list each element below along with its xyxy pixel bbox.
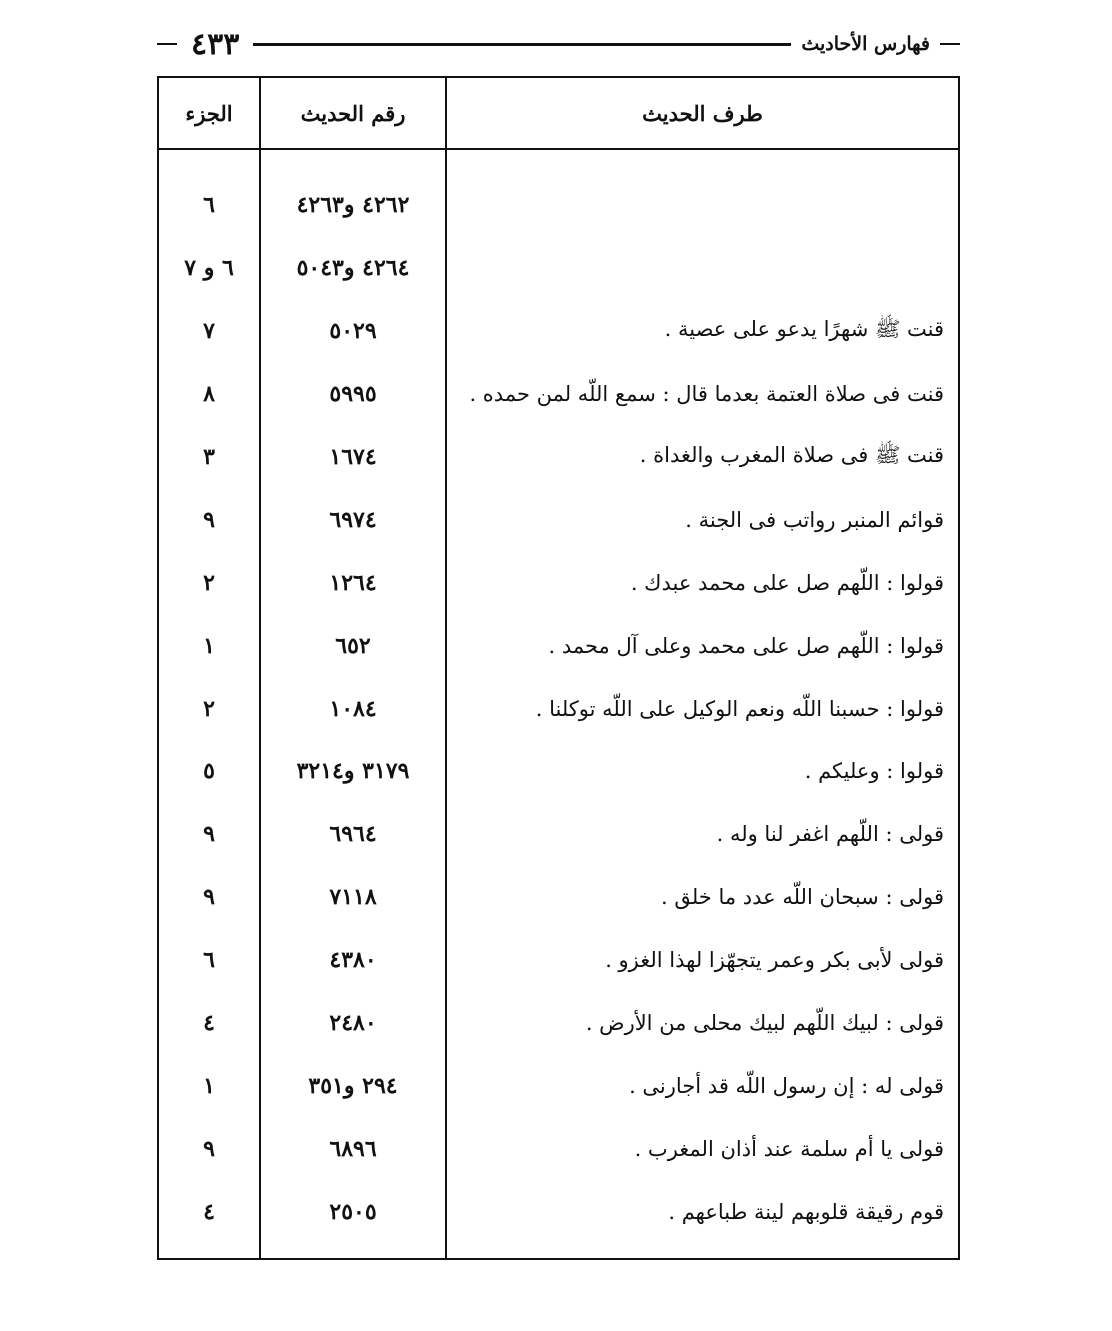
volume-number: ٨ — [203, 381, 215, 408]
table-row — [159, 551, 958, 614]
column-header-volume: الجزء — [185, 100, 233, 126]
hadith-number: ٤٣٨٠ — [329, 947, 377, 974]
volume-number: ٤ — [203, 1198, 215, 1225]
volume-number: ٢ — [203, 569, 215, 596]
volume-number: ٢ — [203, 695, 215, 722]
table-row — [159, 677, 958, 740]
hadith-number: ٧١١٨ — [329, 884, 377, 911]
hadith-text: قولى : اللّهم اغفر لنا وله . — [716, 822, 944, 847]
hadith-number: ٥٩٩٥ — [329, 381, 377, 408]
table-row — [159, 740, 958, 803]
volume-number: ٣ — [203, 444, 215, 470]
table-row — [159, 992, 958, 1055]
hadith-text: قوم رقيقة قلوبهم لينة طباعهم . — [668, 1199, 944, 1224]
hadith-number: ٣١٧٩ و٣٢١٤ — [296, 758, 410, 785]
hadith-text: قولى : سبحان اللّه عدد ما خلق . — [660, 885, 944, 910]
hadith-text: قولوا : اللّهم صل على محمد وعلى آل محمد . — [548, 633, 944, 658]
table-row — [159, 929, 958, 992]
table-row — [159, 1180, 958, 1243]
running-header — [157, 24, 960, 64]
hadith-text: قولى لأبى بكر وعمر يتجهّزا لهذا الغزو . — [605, 948, 944, 973]
volume-number: ٦ و ٧ — [184, 255, 234, 282]
hadith-number: ٦٨٩٦ — [329, 1135, 377, 1162]
hadith-text: قولوا : حسبنا اللّه ونعم الوكيل على اللّه توكلنا . — [535, 696, 944, 721]
volume-number: ٩ — [203, 884, 215, 911]
hadith-number: ٢٥٠٥ — [329, 1198, 377, 1225]
hadith-number: ٦٩٧٤ — [329, 506, 377, 533]
hadith-text: قولوا : وعليكم . — [804, 759, 944, 784]
volume-number: ٤ — [203, 1010, 215, 1037]
hadith-number: ٦٥٢ — [335, 632, 371, 659]
hadith-index-table — [157, 76, 960, 1260]
volume-number: ٩ — [203, 821, 215, 848]
volume-number: ٩ — [203, 1135, 215, 1162]
hadith-text: قولى له : إن رسول اللّه قد أجارنى . — [629, 1073, 944, 1098]
hadith-number: ٢٤٨٠ — [329, 1010, 377, 1037]
volume-number: ٥ — [203, 758, 215, 785]
hadith-number: ٢٩٤ و٣٥١ — [308, 1072, 398, 1099]
header-title: فهارس الأحاديث — [801, 33, 930, 55]
hadith-number: ١٦٧٤ — [329, 444, 377, 470]
hadith-text: قولوا : اللّهم صل على محمد عبدك . — [630, 570, 944, 595]
page-number: ٤٣٣ — [191, 26, 240, 62]
volume-number: ٧ — [203, 318, 215, 345]
table-body — [159, 174, 958, 1243]
column-header-hadith: طرف الحديث — [642, 100, 763, 126]
table-row — [159, 614, 958, 677]
hadith-text: قولى يا أم سلمة عند أذان المغرب . — [634, 1136, 944, 1161]
header-dash — [940, 43, 960, 45]
volume-number: ٦ — [203, 192, 215, 219]
hadith-number: ١٠٨٤ — [329, 695, 377, 722]
volume-number: ٦ — [203, 947, 215, 974]
hadith-text: قنت فى صلاة العتمة بعدما قال : سمع اللّه لمن حمده . — [469, 382, 944, 407]
table-row — [159, 488, 958, 551]
hadith-text: قوائم المنبر رواتب فى الجنة . — [685, 507, 944, 532]
column-header-number: رقم الحديث — [300, 100, 406, 126]
volume-number: ٩ — [203, 506, 215, 533]
hadith-text: قنت ﷺ شهرًا يدعو على عصية . — [664, 316, 944, 341]
hadith-text: قولى : لبيك اللّهم لبيك محلى من الأرض . — [585, 1011, 944, 1036]
table-row — [159, 803, 958, 866]
table-row — [159, 866, 958, 929]
hadith-number: ٥٠٢٩ — [329, 318, 377, 345]
table-row — [159, 300, 958, 363]
header-dash-end — [157, 43, 177, 45]
table-row — [159, 426, 958, 489]
hadith-text — [454, 174, 944, 237]
table-row — [159, 1117, 958, 1180]
table-row — [159, 363, 958, 426]
header-divider — [159, 148, 958, 150]
header-rule — [253, 43, 791, 46]
volume-number: ١ — [203, 1072, 215, 1099]
hadith-number: ٤٢٦٤ و٥٠٤٣ — [296, 255, 410, 282]
hadith-number: ٤٢٦٢ و٤٢٦٣ — [296, 192, 410, 219]
hadith-text — [454, 237, 944, 300]
table-row — [159, 174, 958, 237]
hadith-text: قنت ﷺ فى صلاة المغرب والغداة . — [639, 442, 944, 467]
table-row — [159, 237, 958, 300]
hadith-number: ٦٩٦٤ — [329, 821, 377, 848]
volume-number: ١ — [203, 632, 215, 659]
table-row — [159, 1054, 958, 1117]
hadith-number: ١٢٦٤ — [329, 569, 377, 596]
